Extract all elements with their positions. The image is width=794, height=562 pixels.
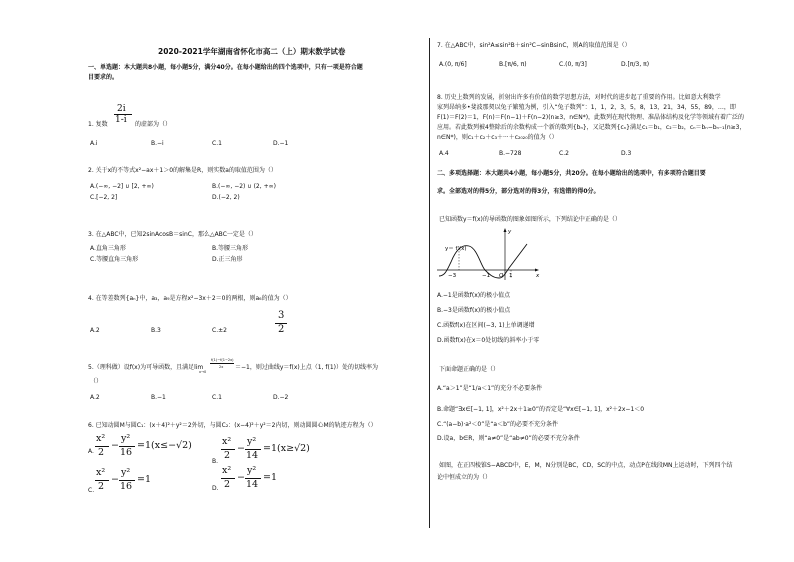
q1-fraction-denominator: 1-i [115, 115, 127, 125]
q1-option-c: C.1 [212, 140, 222, 147]
q1-option-d: D.−1 [273, 140, 289, 147]
q6-b-d2: 2 [224, 450, 231, 461]
q5-limit-numerator: f(1)−f(1−2x) [211, 358, 234, 362]
q5-stem-part2: ＝−1，则过曲线y＝f(x)上点（1, f(1)）处的切线率为 [235, 364, 378, 371]
q6-c-x2: x² [96, 467, 106, 478]
q6-b-minus: − [237, 443, 245, 454]
q6-d-y2: y² [247, 465, 257, 476]
q6-a-eq: = [137, 440, 145, 451]
q6-d-x2: x² [222, 465, 232, 476]
graph-x-label: x [536, 273, 540, 279]
q6-option-b-label: B. [212, 458, 219, 465]
q6-d-minus: − [237, 472, 245, 483]
q7-option-b: B.[π/6, π) [499, 61, 527, 68]
graph-x-arrow [535, 269, 539, 272]
q7-stem: 7. 在△ABC中，sin²A≤sin²B＋sin²C−sinBsinC，则A的取值范围是（） [437, 42, 631, 49]
section2-heading-cont: 求。全部选对的得5分，部分选对的得3分，有选错的得0分。 [437, 188, 600, 195]
q8-option-a: A.4 [439, 150, 449, 157]
q6-a-d2: 2 [98, 447, 105, 458]
q10-option-d: D.设a，b∈R，则“a≠0”是“ab≠0”的必要不充分条件 [437, 435, 580, 442]
derivative-graph [435, 226, 545, 282]
graph-tick-neg3: −3 [448, 273, 457, 279]
q6-c-y2: y² [121, 467, 131, 478]
graph-tick-neg1: −1 [482, 273, 491, 279]
q6-option-a-tail: 1(x≤−√2) [145, 440, 192, 451]
q11-line-1: 如图，在正四棱锥S−ABCD中，E，M，N分别是BC，CD，SC的中点，动点P在线段MN上运动时，下列四个结 [439, 462, 733, 469]
q10-stem: 下面命题正确的是（） [439, 366, 500, 373]
q8-option-b: B.−728 [499, 150, 522, 157]
q8-line-1: 8. 历史上数列的发展，折射出许多有价值的数学思想方法，对时代的进步起了重要的作用。比如意大利数学 [437, 94, 721, 101]
q10-option-b: B.命题“∃x∈[−1, 1]，x²＋2x＋1≥0”的否定是“∀x∈[−1, 1]，x²＋2x−1＜0 [437, 406, 645, 413]
graph-origin: O [499, 273, 504, 279]
graph-tick-1: 1 [509, 273, 513, 279]
q2-option-b: B.(−∞, −2) ∪ (2, +∞) [212, 183, 276, 190]
q9-option-d: D.函数f(x)在x＝0处切线的斜率小于零 [437, 337, 540, 344]
q4-option-d-numerator: 3 [278, 310, 285, 321]
section2-heading: 二、多项选择题：本大题共4小题，每小题5分，共20分。在每小题给出的选项中，有多项符合题目要 [437, 170, 706, 177]
q7-option-a: A.(0, π/6] [439, 61, 467, 68]
q6-b-x2: x² [222, 436, 232, 447]
q6-b-eq: = [263, 443, 271, 454]
q8-line-4: 应用。若此数列被4整除后的余数构成一个新的数列{bₙ}，又记数列{cₙ}满足c₁＝b₁，c₂＝b₂，cₙ＝bₙ−bₙ₋₁(n≥3， [437, 124, 746, 131]
q3-option-d: D.正三角形 [212, 256, 243, 263]
q1-prefix: 1. 复数 [88, 121, 108, 128]
q6-a-y2: y² [121, 433, 131, 444]
q6-d-eq: = [263, 472, 271, 483]
q5-option-c: C.1 [212, 394, 222, 401]
q3-option-a: A.直角三角形 [90, 245, 126, 252]
q6-a-x2: x² [96, 433, 106, 444]
q5-option-d: D.−2 [273, 394, 289, 401]
q9-option-b: B.−3是函数f(x)的极小值点 [437, 307, 511, 314]
q6-a-minus: − [111, 440, 119, 451]
q4-option-c: C.±2 [212, 327, 227, 334]
q10-option-c: C.“(a−b)·a²＜0”是“a＜b”的必要不充分条件 [437, 421, 559, 428]
q6-b-d14: 14 [246, 450, 259, 461]
page-title: 2020-2021学年湖南省怀化市高二（上）期末数学试卷 [158, 47, 346, 56]
q4-option-a: A.2 [90, 327, 100, 334]
q3-option-b: B.等腰三角形 [212, 245, 249, 252]
q6-b-y2: y² [247, 436, 257, 447]
q4-option-b: B.3 [151, 327, 161, 334]
q1-option-b: B.−i [151, 140, 164, 147]
q6-d-d14: 14 [246, 479, 259, 490]
graph-curve-label: y＝ f'(x) [445, 246, 467, 252]
section1-heading: 一、单选题：本大题共8小题，每小题5分，满分40分。在每小题给出的四个选项中，只有一项是符合题 [88, 64, 363, 71]
q6-c-minus: − [111, 474, 119, 485]
q9-option-a: A.−1是函数f(x)的极小值点 [437, 292, 511, 299]
q3-stem: 3. 在△ABC中，已知2sinAcosB＝sinC，那么△ABC一定是（） [88, 231, 257, 238]
q5-limit-subscript: x→0 [199, 370, 207, 374]
q5-limit-bar [210, 363, 234, 364]
q9-stem: 已知函数y＝f(x)的导函数的图象如图所示，下列结论中正确的是（） [439, 216, 621, 223]
graph-y-arrow [504, 228, 507, 232]
q6-option-d-label: D. [212, 485, 219, 492]
q5-stem-part1: 5.（理科做）设f(x)为可导函数，且满足lim [88, 364, 204, 371]
graph-y-label: y [508, 229, 512, 235]
q5-option-a: A.2 [90, 394, 100, 401]
q1-suffix: 的虚部为（） [135, 121, 172, 128]
q8-option-c: C.2 [559, 150, 569, 157]
q11-line-2: 论中恒成立的为（） [437, 474, 492, 481]
q6-option-b-tail: 1(x≥√2) [271, 443, 310, 454]
q6-c-eq: = [137, 474, 145, 485]
q1-fraction-numerator: 2i [117, 104, 126, 114]
q6-stem: 6. 已知动圆M与圆C₁：(x＋4)²＋y²＝2外切，与圆C₂：(x−4)²＋y²＝2内切，则动圆圆心M的轨迹方程为（） [88, 422, 377, 429]
q5-paren: （） [90, 378, 103, 385]
q2-stem: 2. 关于x的不等式x²−ax＋1＞0的解集是R，则实数a的取值范围为（） [88, 167, 277, 174]
column-divider [429, 38, 430, 528]
q10-option-a: A.“a＞1”是“1/a＜1”的充分不必要条件 [437, 385, 543, 392]
q6-option-a-label: A. [88, 448, 94, 455]
q6-option-d-tail: 1 [271, 472, 278, 483]
q4-stem: 4. 在等差数列{aₙ}中，a₃，a₉是方程x²−3x＋2＝0的两根，则a₆的值为（） [88, 295, 292, 302]
q6-c-d2: 2 [98, 481, 105, 492]
q2-option-d: D.(−2, 2) [212, 194, 240, 201]
q3-option-c: C.等腰直角三角形 [90, 256, 139, 263]
q7-option-c: C.(0, π/3] [559, 61, 587, 68]
q8-line-2: 家列昂纳多•斐波那契以兔子繁殖为例，引入“兔子数列”：1，1，2，3，5，8，13，21，34，55，89，…，即 [437, 104, 736, 111]
q6-option-c-label: C. [88, 487, 95, 494]
q5-limit-denominator: 2x [219, 365, 224, 369]
q8-line-3: F(1)＝F(2)＝1，F(n)＝F(n−1)＋F(n−2)(n≥3，n∈N*)，此数列在现代物理、准晶体结构及化学等领域有着广泛的 [437, 114, 745, 121]
q2-option-a: A.(−∞, −2] ∪ [2, +∞) [90, 183, 154, 190]
q4-option-d-denominator: 2 [278, 324, 285, 335]
q8-line-5: n∈N*)，则c₁＋c₂＋c₃＋···＋c₂₀₂₀的值为（） [437, 134, 558, 141]
q6-a-d16: 16 [120, 447, 133, 458]
q1-option-a: A.i [90, 140, 98, 147]
q8-option-d: D.3 [621, 150, 632, 157]
q2-option-c: C.[−2, 2] [90, 194, 118, 201]
q6-c-d16: 16 [120, 481, 133, 492]
section1-heading-cont: 目要求的。 [88, 74, 119, 81]
q6-option-c-tail: 1 [145, 474, 152, 485]
q9-option-c: C.函数f(x)在区间(−3, 1)上单调递增 [437, 322, 535, 329]
q6-d-d2: 2 [224, 479, 231, 490]
q5-option-b: B.−1 [151, 394, 166, 401]
q7-option-d: D.[π/3, π) [621, 61, 650, 68]
